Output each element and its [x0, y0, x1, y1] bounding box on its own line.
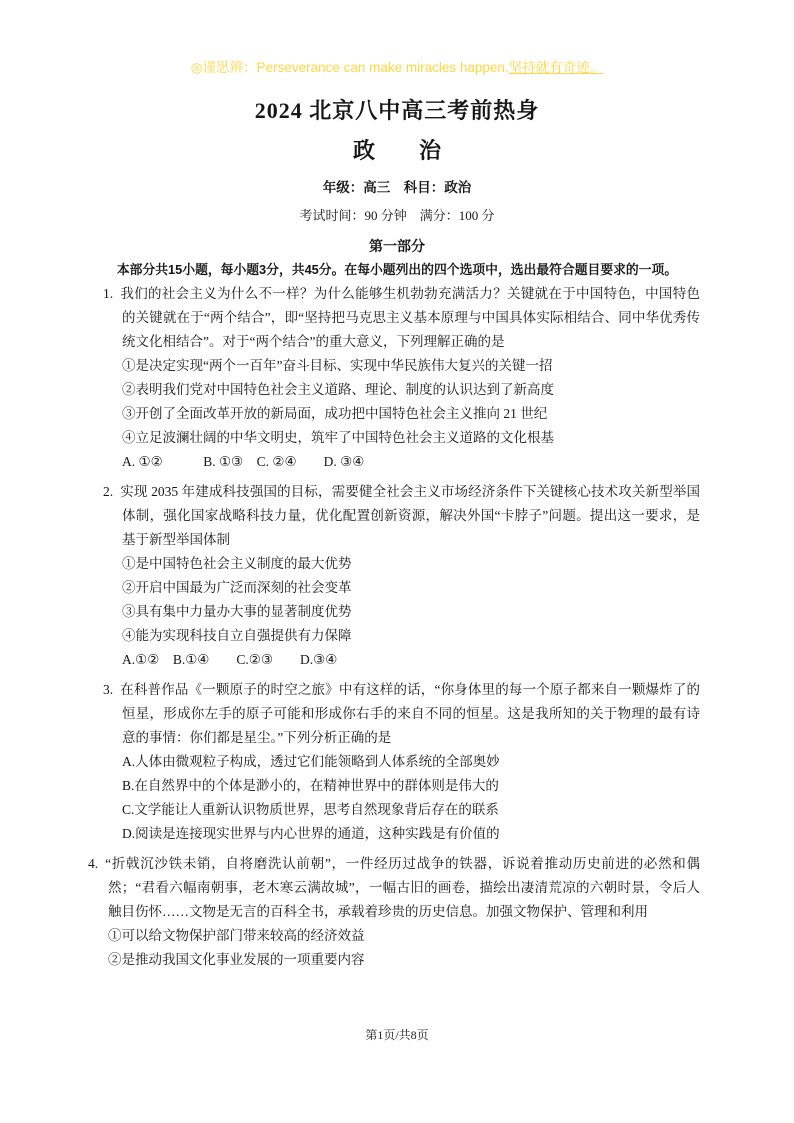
question-4	[88, 852, 700, 972]
motto-line	[94, 58, 700, 78]
question-2-option-1: ①是中国特色社会主义制度的最大优势	[122, 556, 352, 571]
question-3-option-b: B.在自然界中的个体是渺小的，在精神世界中的群体则是伟大的	[122, 778, 499, 793]
question-4-stem-line	[88, 852, 700, 924]
question-1-option-4: ④立足波澜壮阔的中华文明史，筑牢了中国特色社会主义道路的文化根基	[122, 430, 554, 445]
question-list	[88, 282, 700, 972]
question-2-option-3: ③具有集中力量办大事的显著制度优势	[122, 604, 352, 619]
question-3-option-c: C.文学能让人重新认识物质世界，思考自然现象背后存在的联系	[122, 802, 499, 817]
question-2-option-4: ④能为实现科技自立自强提供有力保障	[122, 628, 352, 643]
question-1-stem: 我们的社会主义为什么不一样？为什么能够生机勃勃充满活力？关键就在于中国特色，中国特色的关键就在于“两个结合”，即“坚持把马克思主义基本原理与中国具体实际相结合、同中华优秀传统文化相结合”。对于“两个结合”的重大意义，下列理解正确的是	[120, 286, 700, 349]
exam-time-score-line: 考试时间：90 分钟 满分：100 分	[299, 208, 495, 223]
question-1-answer-choices: A. ①② B. ①③ C. ②④ D. ③④	[122, 454, 365, 469]
question-1	[103, 282, 700, 474]
question-3-option-d: D.阅读是连接现实世界与内心世界的通道，这种实践是有价值的	[122, 826, 500, 841]
part-one-instructions: 本部分共15小题，每小题3分，共45分。在每小题列出的四个选项中，选出最符合题目要求的一项。	[116, 262, 678, 277]
question-1-number: 1.	[103, 286, 114, 301]
question-3-stem: 在科普作品《一颗原子的时空之旅》中有这样的话，“你身体里的每一个原子都来自一颗爆炸了的恒星，形成你左手的原子可能和形成你右手的来自不同的恒星。这是我所知的关于物理的最有诗意的事情：你们都是星尘。”下列分析正确的是	[120, 682, 700, 745]
question-1-stem-line	[103, 282, 700, 354]
motto-text: ◎谨思辨：Perseverance can make miracles happen.	[190, 60, 509, 75]
page-title: 2024 北京八中高三考前热身	[254, 98, 540, 123]
question-2-answer-choices: A.①② B.①④ C.②③ D.③④	[122, 652, 338, 667]
page-number-footer: 第1页/共8页	[365, 1028, 429, 1042]
question-2	[103, 480, 700, 672]
part-one-heading: 第一部分	[369, 238, 425, 254]
question-2-stem: 实现 2035 年建成科技强国的目标，需要健全社会主义市场经济条件下关键核心技术攻关新型举国体制，强化国家战略科技力量，优化配置创新资源，解决外国“卡脖子”问题。提出这一要求，是基于新型举国体制	[120, 484, 700, 547]
question-2-number: 2.	[103, 484, 114, 499]
subject-title: 政 治	[352, 138, 441, 163]
question-1-option-1: ①是决定实现“两个一百年”奋斗目标、实现中华民族伟大复兴的关键一招	[122, 358, 553, 373]
question-4-number: 4.	[88, 856, 99, 871]
question-1-option-2: ②表明我们党对中国特色社会主义道路、理论、制度的认识达到了新高度	[122, 382, 554, 397]
grade-subject-line: 年级：高三 科目：政治	[322, 180, 472, 195]
question-2-stem-line	[103, 480, 700, 552]
question-3-number: 3.	[103, 682, 114, 697]
question-4-stem: “折戟沉沙铁未销，自将磨洗认前朝”，一件经历过战争的铁器，诉说着推动历史前进的必然和偶然；“君看六幅南朝事，老木寒云满故城”，一幅古旧的画卷，描绘出凄清荒凉的六朝时景，令后人触目伤怀……文物是无言的百科全书，承载着珍贵的历史信息。加强文物保护、管理和利用	[105, 856, 700, 919]
question-2-option-2: ②开启中国最为广泛而深刻的社会变革	[122, 580, 352, 595]
motto-underlined-text: 坚持就有奇迹。	[508, 60, 604, 75]
question-1-option-3: ③开创了全面改革开放的新局面，成功把中国特色社会主义推向 21 世纪	[122, 406, 548, 421]
question-4-option-2: ②是推动我国文化事业发展的一项重要内容	[108, 952, 365, 967]
question-3	[103, 678, 700, 846]
question-3-stem-line	[103, 678, 700, 750]
question-4-option-1: ①可以给文物保护部门带来较高的经济效益	[108, 928, 365, 943]
question-3-option-a: A.人体由微观粒子构成，透过它们能领略到人体系统的全部奥妙	[122, 754, 500, 769]
